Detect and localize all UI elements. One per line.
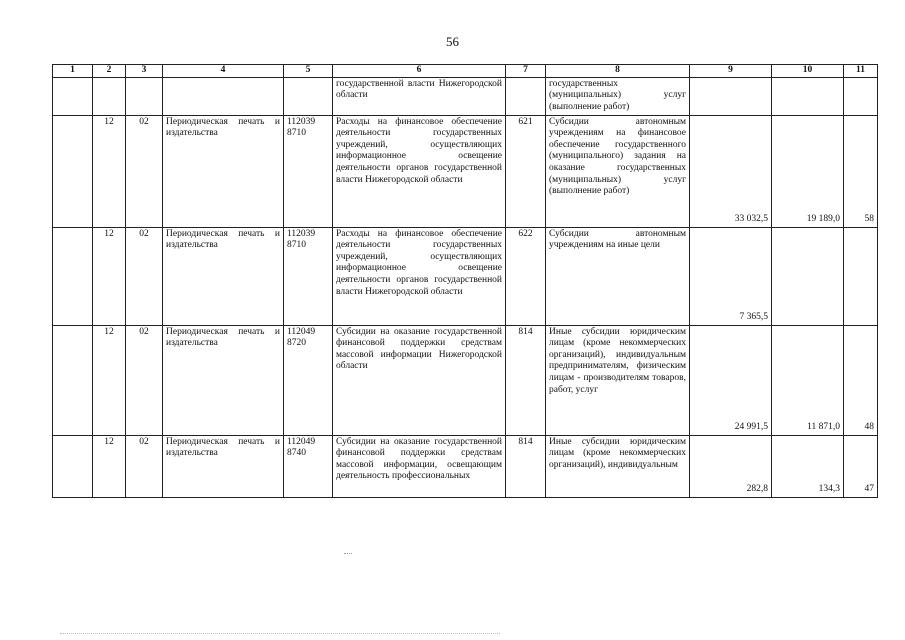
cell-target-name: Расходы на финансовое обеспечение деятельности государственных учреждений, осуществляющих информационное освещение деятельности органов государственной власти Нижегородской области	[333, 227, 506, 325]
cell-amount-plan	[690, 77, 772, 115]
cell-amount-plan: 33 032,5	[690, 115, 772, 227]
column-header: 10	[772, 65, 844, 78]
cell-target-code: 112039 8710	[284, 115, 333, 227]
table-row	[53, 77, 878, 115]
cell-section: 12	[93, 227, 126, 325]
table-row	[53, 227, 878, 325]
scan-noise	[60, 633, 500, 635]
cell-expense-name: государственных (муниципальных) услуг (выполнение работ)	[546, 77, 690, 115]
cell-amount-actual	[772, 227, 844, 325]
cell-target-code	[284, 77, 333, 115]
cell-subsection: 02	[126, 435, 163, 497]
cell-expense-name: Субсидии автономным учреждениям на иные цели	[546, 227, 690, 325]
cell-target-name: государственной власти Нижегородской области	[333, 77, 506, 115]
column-header: 1	[53, 65, 93, 78]
cell-subsection: 02	[126, 325, 163, 435]
cell-target-name: Субсидии на оказание государственной финансовой поддержки средствам массовой информации, освещающим деятельность профессиональных	[333, 435, 506, 497]
cell-target-code: 112049 8720	[284, 325, 333, 435]
cell-percent: 58	[844, 115, 878, 227]
cell-subsection: 02	[126, 115, 163, 227]
cell-section: 12	[93, 325, 126, 435]
scan-artifact	[344, 553, 352, 554]
cell-expense-code: 814	[506, 435, 546, 497]
column-header: 8	[546, 65, 690, 78]
cell-subsection: 02	[126, 227, 163, 325]
cell-section	[93, 77, 126, 115]
cell-amount-plan: 282,8	[690, 435, 772, 497]
cell-percent: 47	[844, 435, 878, 497]
cell-amount-actual: 11 871,0	[772, 325, 844, 435]
cell-expense-code: 814	[506, 325, 546, 435]
cell-section: 12	[93, 115, 126, 227]
cell-amount-actual	[772, 77, 844, 115]
cell-expense-code	[506, 77, 546, 115]
cell-section: 12	[93, 435, 126, 497]
table-row	[53, 325, 878, 435]
header-row	[53, 65, 878, 78]
column-header: 3	[126, 65, 163, 78]
cell-target-name: Расходы на финансовое обеспечение деятельности государственных учреждений, осуществляющих информационное освещение деятельности органов государственной власти Нижегородской области	[333, 115, 506, 227]
cell-subsection-name	[163, 77, 284, 115]
cell-col1	[53, 115, 93, 227]
cell-amount-actual: 19 189,0	[772, 115, 844, 227]
cell-col1	[53, 325, 93, 435]
cell-target-code: 112039 8710	[284, 227, 333, 325]
column-header: 7	[506, 65, 546, 78]
cell-amount-plan: 24 991,5	[690, 325, 772, 435]
cell-amount-actual: 134,3	[772, 435, 844, 497]
cell-percent: 48	[844, 325, 878, 435]
cell-expense-name: Субсидии автономным учреждениям на финансовое обеспечение государственного (муниципального) задания на оказание государственных (муниципальных) услуг (выполнение работ)	[546, 115, 690, 227]
cell-subsection-name: Периодическая печать и издательства	[163, 227, 284, 325]
column-header: 11	[844, 65, 878, 78]
cell-col1	[53, 77, 93, 115]
cell-expense-name: Иные субсидии юридическим лицам (кроме некоммерческих организаций), индивидуальным предпринимателям, физическим лицам - производителям товаров, работ, услуг	[546, 325, 690, 435]
cell-subsection	[126, 77, 163, 115]
column-header: 4	[163, 65, 284, 78]
cell-percent	[844, 77, 878, 115]
cell-target-code: 112049 8740	[284, 435, 333, 497]
cell-col1	[53, 227, 93, 325]
column-header: 2	[93, 65, 126, 78]
column-header: 9	[690, 65, 772, 78]
cell-subsection-name: Периодическая печать и издательства	[163, 435, 284, 497]
table-row	[53, 435, 878, 497]
cell-expense-code: 621	[506, 115, 546, 227]
cell-subsection-name: Периодическая печать и издательства	[163, 115, 284, 227]
cell-percent	[844, 227, 878, 325]
page-number: 56	[446, 34, 459, 49]
cell-col1	[53, 435, 93, 497]
column-header: 6	[333, 65, 506, 78]
cell-expense-name: Иные субсидии юридическим лицам (кроме некоммерческих организаций), индивидуальным	[546, 435, 690, 497]
column-header: 5	[284, 65, 333, 78]
budget-table	[52, 64, 878, 498]
table-row	[53, 115, 878, 227]
cell-target-name: Субсидии на оказание государственной финансовой поддержки средствам массовой информации Нижегородской области	[333, 325, 506, 435]
cell-amount-plan: 7 365,5	[690, 227, 772, 325]
cell-expense-code: 622	[506, 227, 546, 325]
cell-subsection-name: Периодическая печать и издательства	[163, 325, 284, 435]
